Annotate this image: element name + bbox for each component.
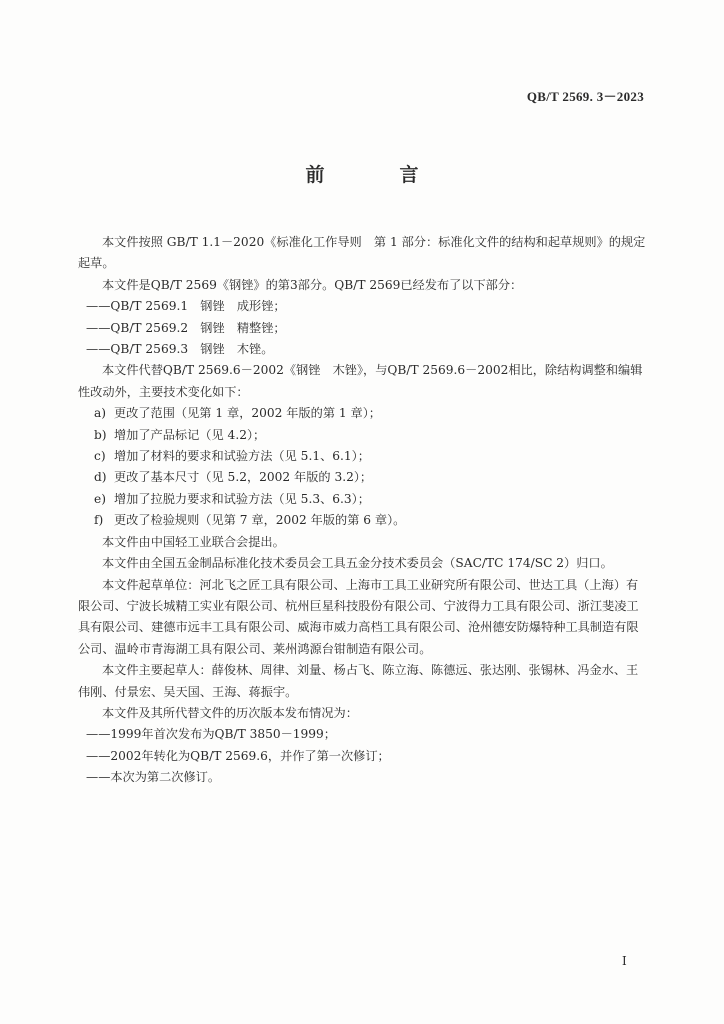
list-item-change (78, 446, 648, 467)
list-item-label: a) (94, 406, 107, 421)
list-item-text: 增加了材料的要求和试验方法（见 5.1、6.1）； (114, 449, 370, 464)
list-item-change (78, 510, 648, 531)
list-item-history: ——1999年首次发布为QB/T 3850－1999； (86, 727, 336, 742)
foreword-body (78, 232, 648, 789)
paragraph-proposer: 本文件由中国轻工业联合会提出。 (102, 534, 285, 549)
list-item-part: ——QB/T 2569.1 钢锉 成形锉； (86, 299, 286, 314)
list-item-change (78, 425, 648, 446)
list-item-label: e) (94, 491, 106, 506)
paragraph-drafters: 本文件主要起草人：薛俊林、周律、刘量、杨占飞、陈立海、陈德远、张达刚、张锡林、冯金水、王伟刚、付景宏、吴天国、王海、蒋振宇。 (78, 663, 639, 699)
paragraph-committee: 本文件由全国五金制品标准化技术委员会工具五金分技术委员会（SAC/TC 174/SC 2）归口。 (102, 556, 613, 571)
paragraph-series-parts: 本文件是QB/T 2569《钢锉》的第3部分。QB/T 2569已经发布了以下部分： (102, 277, 523, 292)
list-item-label: f) (94, 513, 104, 528)
list-item-text: 更改了范围（见第 1 章，2002 年版的第 1 章）； (114, 406, 381, 421)
list-item-text: 更改了检验规则（见第 7 章，2002 年版的第 6 章）。 (114, 513, 406, 528)
list-item-part: ——QB/T 2569.2 钢锉 精整锉； (86, 320, 286, 335)
paragraph-replaces: 本文件代替QB/T 2569.6－2002《钢锉 木锉》，与QB/T 2569.6－2002相比，除结构调整和编辑性改动外，主要技术变化如下： (78, 363, 643, 399)
page-title: 前 言 (305, 164, 447, 186)
list-item-change (78, 467, 648, 488)
list-item-part: ——QB/T 2569.3 钢锉 木锉。 (86, 342, 274, 357)
paragraph-history-intro: 本文件及其所代替文件的历次版本发布情况为： (102, 705, 358, 720)
list-item-change (78, 489, 648, 510)
standard-code: QB/T 2569. 3－2023 (526, 89, 644, 104)
list-item-label: b) (94, 427, 107, 442)
list-item-text: 增加了拉脱力要求和试验方法（见 5.3、6.3）； (114, 491, 370, 506)
list-item-history: ——2002年转化为QB/T 2569.6，并作了第一次修订； (86, 748, 390, 763)
list-item-label: d) (94, 470, 107, 485)
page-number: I (622, 954, 627, 968)
list-item-change (78, 403, 648, 424)
list-item-label: c) (94, 449, 106, 464)
list-item-history: ——本次为第二次修订。 (86, 770, 221, 785)
paragraph-drafting-rules: 本文件按照 GB/T 1.1－2020《标准化工作导则 第 1 部分：标准化文件的结构和起草规则》的规定起草。 (78, 235, 646, 271)
list-item-text: 更改了基本尺寸（见 5.2，2002 年版的 3.2）； (114, 470, 373, 485)
list-item-text: 增加了产品标记（见 4.2）； (114, 427, 266, 442)
paragraph-drafting-units: 本文件起草单位：河北飞之匠工具有限公司、上海市工具工业研究所有限公司、世达工具（上海）有限公司、宁波长城精工实业有限公司、杭州巨星科技股份有限公司、宁波得力工具有限公司、浙江斐凌工具有限公司、建德市远丰工具有限公司、威海市威力高档工具有限公司、沧州德安防爆特种工具制造有限公司、温岭市青海湖工具有限公司、莱州鸿源台钳制造有限公司。 (78, 577, 639, 656)
